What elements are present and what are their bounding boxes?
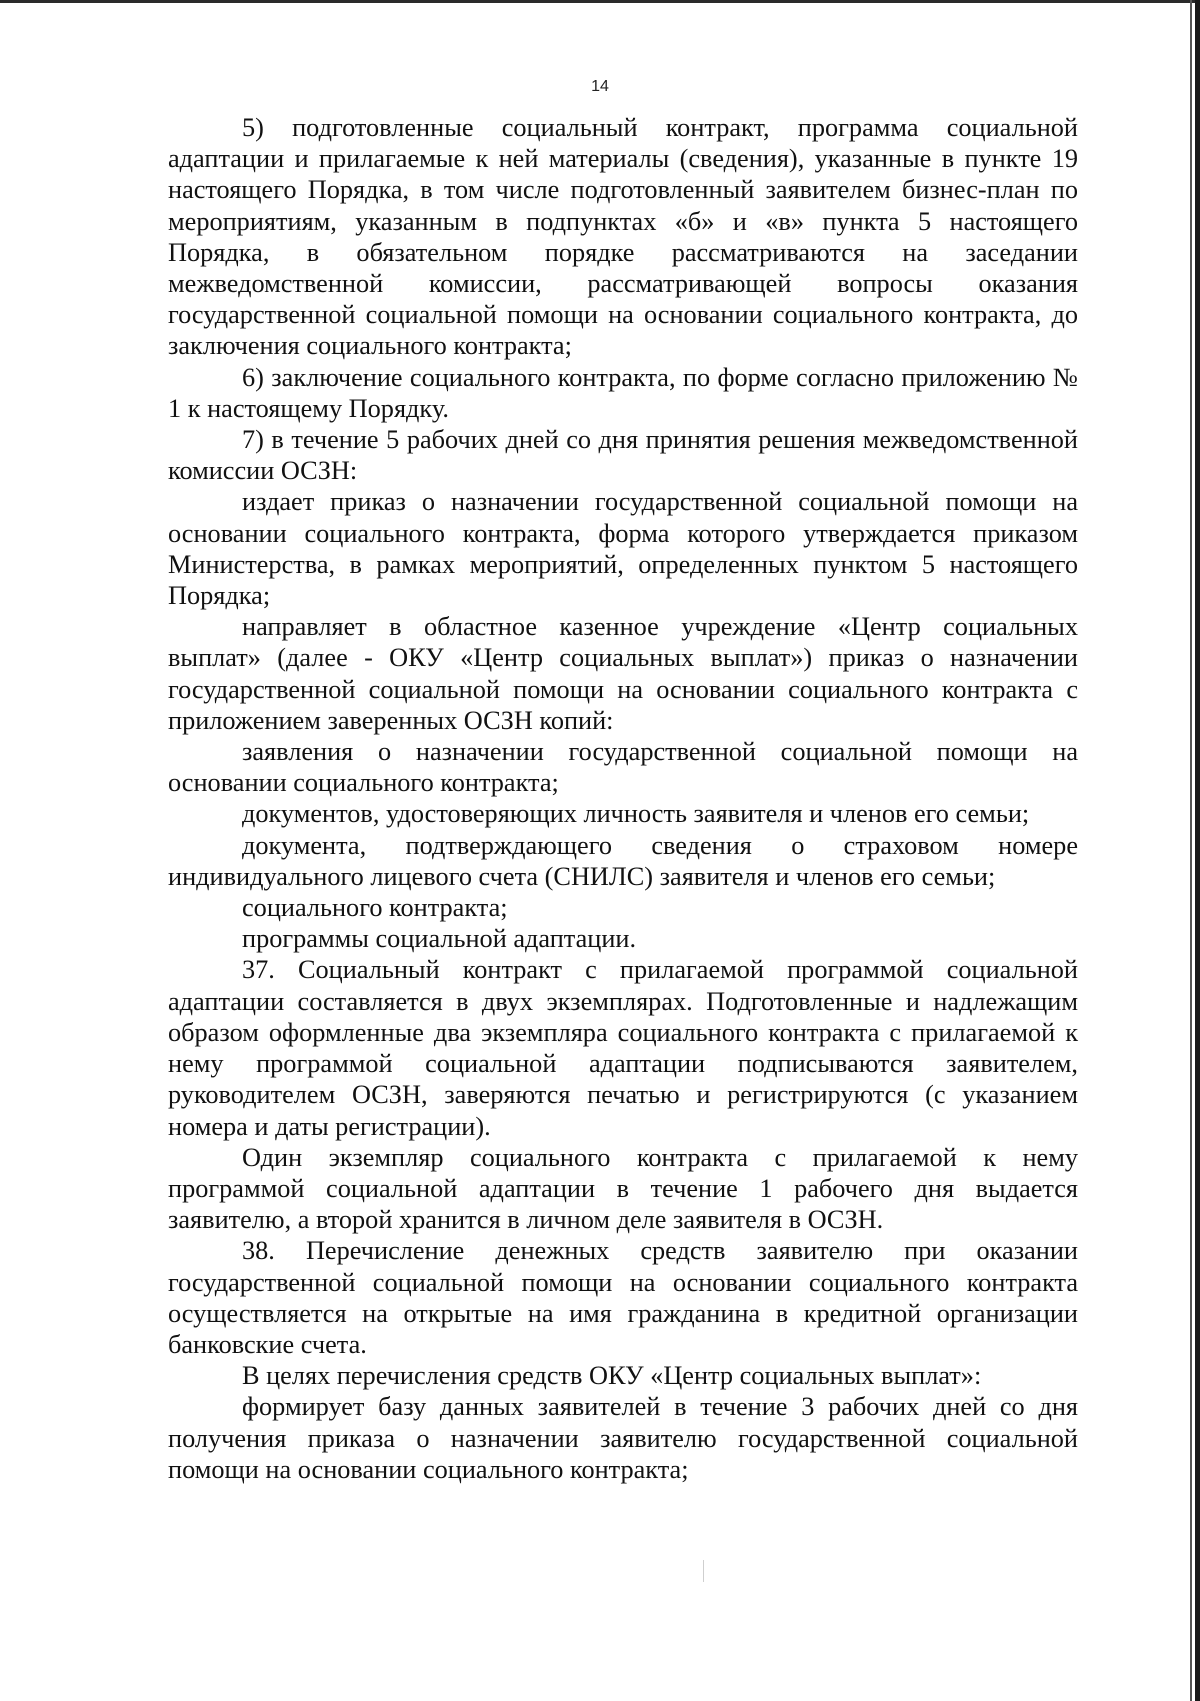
paragraph-38: 38. Перечисление денежных средств заявителю при оказании государственной социальной помощи на основании социального контракта осуществляется на открытые на имя гражданина в кредитной организации банковские счета. [168, 1236, 1078, 1359]
scan-edge-right [1195, 0, 1200, 1701]
paragraph-database-formation: формирует базу данных заявителей в течение 3 рабочих дней со дня получения приказа о назначении заявителю государственной социальной помощи на основании социального контракта; [168, 1392, 1078, 1484]
page-number: 14 [591, 78, 609, 95]
paragraph-item-7: 7) в течение 5 рабочих дней со дня принятия решения межведомственной комиссии ОСЗН: [168, 425, 1078, 486]
paragraph-transfer-purpose: В целях перечисления средств ОКУ «Центр социальных выплат»: [242, 1361, 982, 1391]
paragraph-order-issue: издает приказ о назначении государственной социальной помощи на основании социального контракта, форма которого утверждается приказом Министерства, в рамках мероприятий, определенных пунктом 5 настоящего Порядка; [168, 487, 1078, 611]
paragraph-item-5: 5) подготовленные социальный контракт, программа социальной адаптации и прилагаемые к ней материалы (сведения), указанные в пункте 19 настоящего Порядка, в том числе подготовленный заявителем бизнес-план по мероприятиям, указанным в подпунктах «б» и «в» пункта 5 настоящего Порядка, в обязательном порядке рассматриваются на заседании межведомственной комиссии, рассматривающей вопросы оказания государственной социальной помощи на основании социального контракта, до заключения социального контракта; [168, 113, 1078, 361]
paragraph-item-6: 6) заключение социального контракта, по форме согласно приложению № 1 к настоящему Порядку. [168, 362, 1078, 423]
paragraph-copy-application: заявления о назначении государственной социальной помощи на основании социального контракта; [168, 737, 1078, 798]
paragraph-copy-distribution: Один экземпляр социального контракта с прилагаемой к нему программой социальной адаптации в течение 1 рабочего дня выдается заявителю, а второй хранится в личном деле заявителя в ОСЗН. [168, 1142, 1078, 1235]
paragraph-37: 37. Социальный контракт с прилагаемой программой социальной адаптации составляется в двух экземплярах. Подготовленные и надлежащим образом оформленные два экземпляра социального контракта с прилагаемой к нему программой социальной адаптации подписываются заявителем, руководителем ОСЗН, заверяются печатью и регистрируются (с указанием номера и даты регистрации). [168, 955, 1078, 1141]
document-body [168, 112, 1078, 1485]
paragraph-copy-snils: документа, подтверждающего сведения о страховом номере индивидуального лицевого счета (СНИЛС) заявителя и членов его семьи; [168, 830, 1078, 891]
paragraph-copy-contract: социального контракта; [242, 893, 508, 923]
scan-edge-top [0, 0, 1200, 3]
paragraph-copy-program: программы социальной адаптации. [242, 924, 637, 954]
scan-mark [703, 1560, 704, 1582]
paragraph-send-to-oku: направляет в областное казенное учреждение «Центр социальных выплат» (далее - ОКУ «Центр социальных выплат») приказ о назначении государственной социальной помощи на основании социального контракта с приложением заверенных ОСЗН копий: [168, 612, 1078, 735]
scan-edge-right-inner [1190, 0, 1192, 1701]
paragraph-copy-identity-docs: документов, удостоверяющих личность заявителя и членов его семьи; [242, 799, 1030, 829]
